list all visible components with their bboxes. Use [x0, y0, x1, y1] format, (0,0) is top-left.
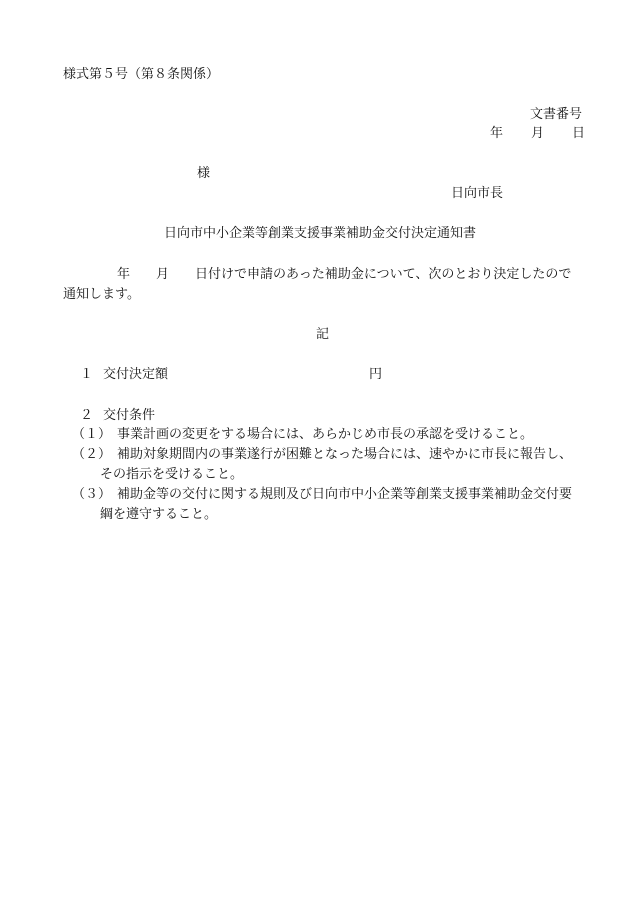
item-2-number: ２: [80, 408, 94, 423]
ki-label: 記: [316, 327, 330, 342]
issue-date-month: 月: [531, 126, 545, 141]
item-1-number: １: [80, 367, 94, 382]
item-1-label: 交付決定額: [103, 367, 169, 382]
item-2-label: 交付条件: [103, 408, 156, 423]
condition-1-text: 事業計画の変更をする場合には、あらかじめ市長の承認を受けること。: [117, 427, 534, 442]
issuer-name: 日向市長: [451, 186, 504, 201]
body-year: 年: [117, 267, 131, 282]
body-rest: 日付けで申請のあった補助金について、次のとおり決定したので: [195, 267, 572, 282]
condition-2-number: （２）: [72, 447, 112, 462]
issue-date: [490, 125, 585, 142]
condition-1-number: （１）: [72, 427, 112, 442]
condition-3-text-line-2: 綱を遵守すること。: [100, 507, 218, 522]
recipient-suffix: 様: [197, 166, 211, 181]
body-line-2: 通知します。: [63, 287, 140, 302]
condition-2-text-line-1: 補助対象期間内の事業遂行が困難となった場合には、速やかに市長に報告し、: [117, 447, 573, 462]
form-label: 様式第５号（第８条関係）: [63, 67, 220, 82]
item-1-unit: 円: [369, 367, 383, 382]
document-title: 日向市中小企業等創業支援事業補助金交付決定通知書: [164, 226, 477, 241]
body-line-1: [117, 266, 571, 283]
condition-2-text-line-2: その指示を受けること。: [100, 467, 244, 482]
condition-3-number: （３）: [72, 487, 112, 502]
document-number-label: 文書番号: [530, 107, 583, 122]
issue-date-day: 日: [572, 126, 586, 141]
body-month: 月: [156, 267, 170, 282]
issue-date-year: 年: [490, 126, 504, 141]
condition-3-text-line-1: 補助金等の交付に関する規則及び日向市中小企業等創業支援事業補助金交付要: [117, 487, 573, 502]
